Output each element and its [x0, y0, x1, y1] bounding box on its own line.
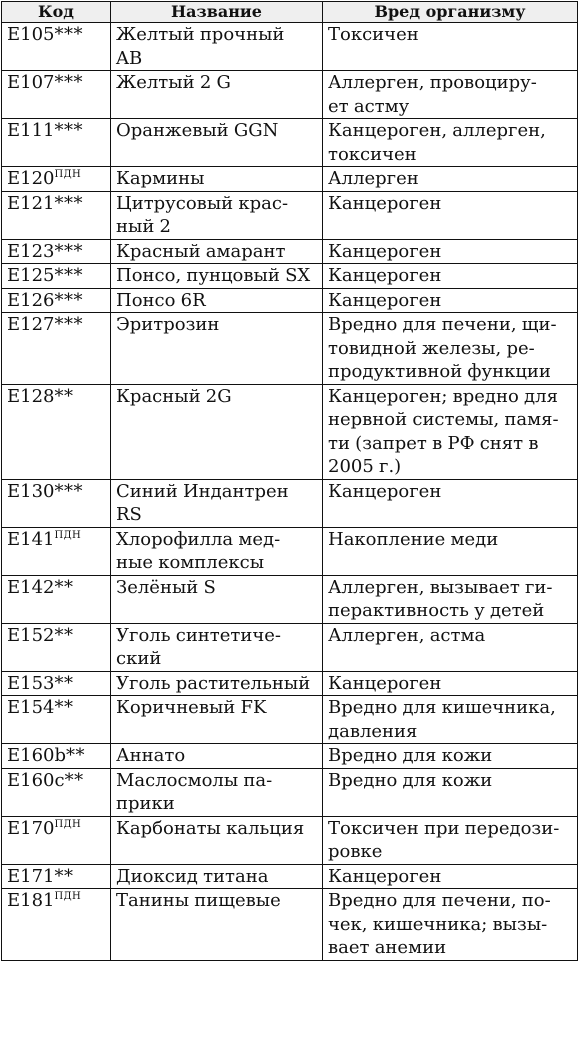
- harm-description-cell: [323, 167, 578, 192]
- additive-code-cell: [2, 71, 111, 119]
- additive-code: E128: [7, 385, 55, 407]
- additive-name-line: Желтый прочный: [116, 24, 285, 45]
- additive-name-cell: [111, 119, 323, 167]
- table-row: [2, 288, 578, 313]
- additive-name-line: Танины пищевые: [116, 890, 281, 911]
- additive-code: E154: [7, 697, 55, 718]
- allowed-dose-mark: ПДН: [54, 169, 81, 180]
- hazard-mark: ***: [54, 314, 83, 335]
- additive-name-line: AB: [116, 47, 143, 69]
- hazard-mark: **: [64, 769, 84, 791]
- additive-name-cell: [111, 816, 323, 864]
- additive-code-cell: [2, 288, 111, 313]
- harm-description-line: ти (запрет в РФ снят в: [328, 432, 539, 454]
- additive-name-line: Оранжевый GGN: [116, 120, 279, 141]
- additive-code: E130: [7, 480, 55, 502]
- additive-code-cell: [2, 384, 111, 479]
- table-row: [2, 671, 578, 696]
- header-harm: Вред организму: [323, 2, 578, 23]
- additive-code: E160c: [7, 769, 65, 791]
- additive-name-line: Красный 2G: [116, 385, 232, 407]
- harm-description-line: Вредно для кишечника,: [328, 697, 556, 718]
- harm-description-cell: [323, 288, 578, 313]
- additive-name-line: ный 2: [116, 216, 171, 237]
- header-name: Название: [111, 2, 323, 23]
- hazard-mark: ***: [54, 480, 83, 502]
- additive-name-line: Кармины: [116, 168, 205, 189]
- harm-description-line: Канцероген: [328, 240, 442, 262]
- hazard-mark: ***: [54, 240, 83, 262]
- additive-code-cell: [2, 623, 111, 671]
- additive-name-cell: [111, 239, 323, 264]
- table-row: [2, 384, 578, 479]
- hazard-mark: ***: [54, 265, 83, 286]
- hazard-mark: ***: [54, 72, 83, 93]
- harm-description-cell: [323, 23, 578, 71]
- additive-name-line: Коричневый FK: [116, 697, 267, 718]
- table-row: [2, 744, 578, 769]
- additive-name-line: Цитрусовый крас-: [116, 192, 289, 214]
- harm-description-line: 2005 г.): [328, 456, 402, 477]
- harm-description-cell: [323, 527, 578, 575]
- additive-name-cell: [111, 864, 323, 889]
- harm-description-cell: [323, 696, 578, 744]
- table-row: [2, 264, 578, 289]
- hazard-mark: **: [54, 624, 74, 646]
- hazard-mark: **: [54, 672, 74, 694]
- additive-name-cell: [111, 313, 323, 385]
- additive-code-cell: [2, 23, 111, 71]
- additive-name-line: Уголь синтетиче-: [116, 624, 282, 646]
- additive-code-cell: [2, 239, 111, 264]
- hazard-mark: **: [54, 865, 74, 887]
- table-row: [2, 71, 578, 119]
- additive-code-cell: [2, 864, 111, 889]
- additive-code: E152: [7, 624, 55, 646]
- additive-code: E125: [7, 265, 55, 286]
- harm-description-line: чек, кишечника; вызы-: [328, 913, 548, 935]
- additive-code-cell: [2, 167, 111, 192]
- harm-description-cell: [323, 575, 578, 623]
- table-row: [2, 479, 578, 527]
- harm-description-cell: [323, 816, 578, 864]
- allowed-dose-mark: ПДН: [54, 529, 81, 541]
- additive-name-cell: [111, 288, 323, 313]
- harm-description-line: Канцероген: [328, 672, 442, 694]
- additive-name-line: Зелёный S: [116, 576, 216, 598]
- table-row: [2, 623, 578, 671]
- harm-description-line: Токсичен при передози-: [328, 817, 560, 839]
- additive-code-cell: [2, 527, 111, 575]
- additive-code: E181: [7, 890, 55, 911]
- harm-description-cell: [323, 744, 578, 769]
- table-row: [2, 239, 578, 264]
- additive-name-line: ский: [116, 648, 162, 669]
- additive-name-line: Эритрозин: [116, 314, 220, 335]
- hazard-mark: **: [66, 745, 86, 766]
- table-row: [2, 313, 578, 385]
- table-row: [2, 768, 578, 816]
- harm-description-cell: [323, 623, 578, 671]
- additive-code-cell: [2, 119, 111, 167]
- additive-code: E120: [7, 168, 55, 189]
- hazard-mark: **: [54, 385, 74, 407]
- additive-code: E127: [7, 314, 55, 335]
- additive-code-cell: [2, 696, 111, 744]
- table-row: [2, 23, 578, 71]
- additive-name-line: Уголь растительный: [116, 672, 311, 694]
- harm-description-cell: [323, 239, 578, 264]
- harm-description-line: Токсичен: [328, 24, 419, 45]
- harm-description-line: Канцероген; вредно для: [328, 385, 558, 407]
- additive-name-line: Желтый 2 G: [116, 72, 231, 93]
- additive-name-cell: [111, 623, 323, 671]
- additive-code-cell: [2, 264, 111, 289]
- harm-description-line: Аллерген: [328, 168, 419, 189]
- harm-description-cell: [323, 671, 578, 696]
- table-row: [2, 864, 578, 889]
- harm-description-cell: [323, 864, 578, 889]
- additive-code-cell: [2, 671, 111, 696]
- harm-description-cell: [323, 768, 578, 816]
- harm-description-line: продуктивной функции: [328, 361, 551, 382]
- additive-code: E141: [7, 528, 55, 550]
- additive-name-cell: [111, 575, 323, 623]
- harm-description-line: Канцероген: [328, 192, 442, 214]
- additive-name-cell: [111, 527, 323, 575]
- additive-name-line: Карбонаты кальция: [116, 817, 305, 839]
- additive-name-cell: [111, 744, 323, 769]
- harm-description-cell: [323, 264, 578, 289]
- harm-description-line: товидной железы, ре-: [328, 337, 535, 359]
- header-row: [2, 2, 578, 23]
- harm-description-line: Вредно для кожи: [328, 745, 493, 766]
- harm-description-line: Аллерген, провоциру-: [328, 72, 537, 93]
- additive-code: E153: [7, 672, 55, 694]
- harm-description-line: ровке: [328, 841, 383, 862]
- allowed-dose-mark: ПДН: [54, 891, 81, 902]
- harm-description-cell: [323, 191, 578, 239]
- table-row: [2, 119, 578, 167]
- additive-code: E171: [7, 865, 55, 887]
- hazard-mark: ***: [54, 120, 83, 141]
- additive-code: E105: [7, 24, 55, 45]
- harm-description-cell: [323, 71, 578, 119]
- additive-code-cell: [2, 768, 111, 816]
- additive-code-cell: [2, 479, 111, 527]
- harm-description-cell: [323, 889, 578, 961]
- additive-code-cell: [2, 191, 111, 239]
- additive-name-cell: [111, 264, 323, 289]
- additive-code-cell: [2, 744, 111, 769]
- harm-description-line: токсичен: [328, 143, 417, 165]
- table-row: [2, 816, 578, 864]
- harm-description-cell: [323, 119, 578, 167]
- additive-name-line: Красный амарант: [116, 240, 286, 262]
- additive-code: E123: [7, 240, 55, 262]
- additive-name-line: Понсо, пунцовый SX: [116, 265, 311, 286]
- additive-code: E111: [7, 120, 55, 141]
- additive-name-line: Синий Индантрен: [116, 480, 289, 502]
- additive-code: E107: [7, 72, 55, 93]
- additive-name-line: Маслосмолы па-: [116, 769, 273, 791]
- table-body: [2, 23, 578, 961]
- table-row: [2, 889, 578, 961]
- allowed-dose-mark: ПДН: [54, 818, 81, 830]
- additive-name-cell: [111, 889, 323, 961]
- additive-code-cell: [2, 313, 111, 385]
- harm-description-line: Канцероген: [328, 480, 442, 502]
- additive-name-line: Аннато: [116, 745, 186, 766]
- additive-code: E170: [7, 817, 55, 839]
- hazard-mark: ***: [54, 24, 83, 45]
- additive-name-cell: [111, 768, 323, 816]
- additive-name-cell: [111, 479, 323, 527]
- additive-code: E142: [7, 576, 55, 598]
- harm-description-line: Канцероген: [328, 865, 442, 887]
- harm-description-cell: [323, 384, 578, 479]
- harm-description-line: нервной системы, памя-: [328, 409, 559, 430]
- additive-name-line: Понсо 6R: [116, 289, 206, 311]
- harm-description-line: вает анемии: [328, 937, 447, 958]
- harm-description-line: Накопление меди: [328, 528, 499, 550]
- table-row: [2, 191, 578, 239]
- hazard-mark: ***: [54, 192, 83, 214]
- additive-name-line: ные комплексы: [116, 552, 265, 573]
- additive-name-cell: [111, 23, 323, 71]
- additive-code: E126: [7, 289, 55, 311]
- table-row: [2, 696, 578, 744]
- harm-description-line: Канцероген: [328, 265, 442, 286]
- additive-name-cell: [111, 671, 323, 696]
- additive-code-cell: [2, 889, 111, 961]
- additive-name-line: Диоксид титана: [116, 865, 269, 887]
- harm-description-cell: [323, 313, 578, 385]
- hazard-mark: ***: [54, 289, 83, 311]
- harm-description-line: Вредно для кожи: [328, 769, 493, 791]
- table-row: [2, 527, 578, 575]
- additive-code: E160b: [7, 745, 67, 766]
- table-row: [2, 167, 578, 192]
- harm-description-line: Вредно для печени, по-: [328, 890, 551, 911]
- hazard-mark: **: [54, 697, 74, 718]
- additive-name-cell: [111, 167, 323, 192]
- harm-description-cell: [323, 479, 578, 527]
- additives-table: [1, 1, 578, 961]
- harm-description-line: Аллерген, астма: [328, 624, 486, 646]
- additive-name-line: Хлорофилла мед-: [116, 528, 281, 550]
- additive-code-cell: [2, 575, 111, 623]
- additive-name-cell: [111, 696, 323, 744]
- additive-name-cell: [111, 191, 323, 239]
- additive-name-line: RS: [116, 504, 142, 525]
- additive-code-cell: [2, 816, 111, 864]
- additive-name-cell: [111, 71, 323, 119]
- harm-description-line: Канцероген: [328, 289, 442, 311]
- additive-name-line: прики: [116, 793, 175, 814]
- harm-description-line: давления: [328, 720, 418, 742]
- additive-code: E121: [7, 192, 55, 214]
- additive-name-cell: [111, 384, 323, 479]
- hazard-mark: **: [54, 576, 74, 598]
- harm-description-line: ет астму: [328, 95, 410, 117]
- table-row: [2, 575, 578, 623]
- harm-description-line: Аллерген, вызывает ги-: [328, 576, 553, 598]
- harm-description-line: Вредно для печени, щи-: [328, 314, 557, 335]
- header-code: Код: [2, 2, 111, 23]
- harm-description-line: Канцероген, аллерген,: [328, 120, 546, 141]
- harm-description-line: перактивность у детей: [328, 600, 545, 621]
